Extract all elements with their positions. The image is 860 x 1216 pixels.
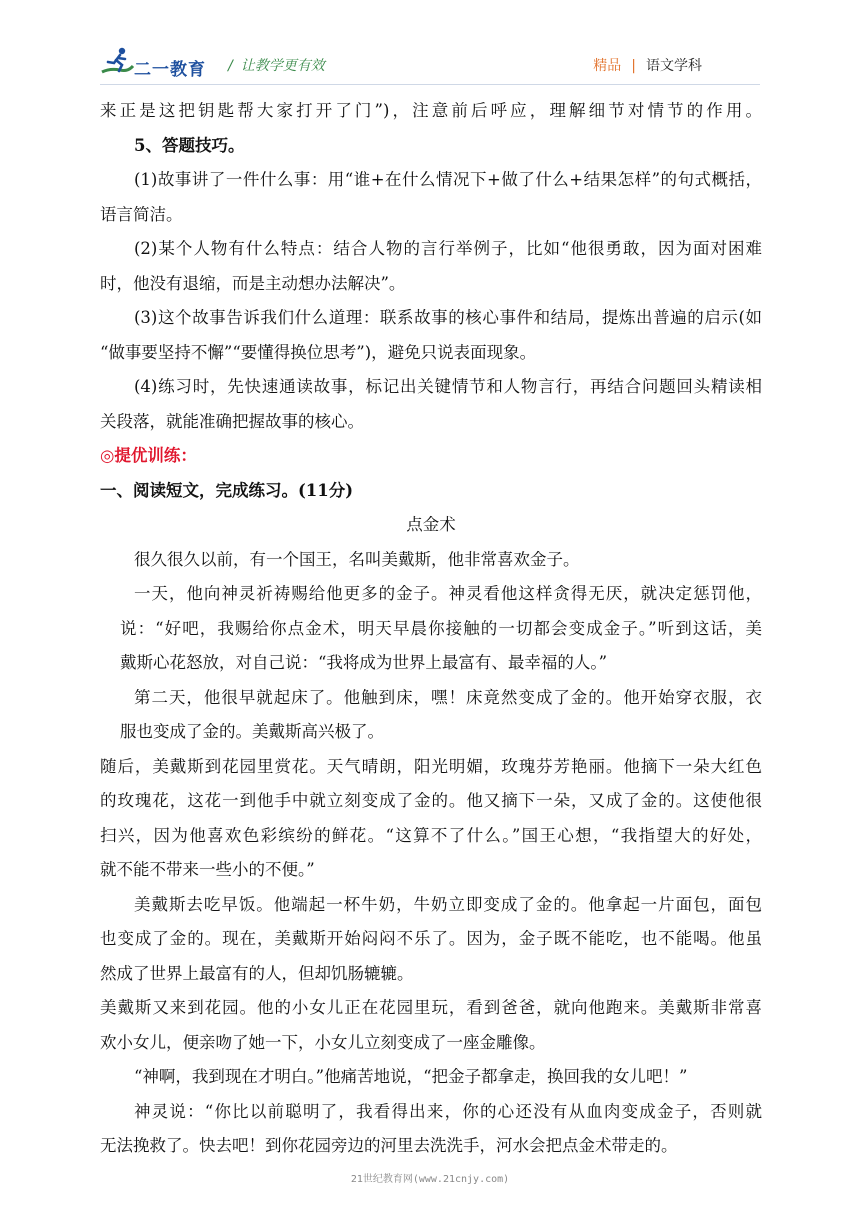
text-line: (2)某个人物有什么特点：结合人物的言行举例子，比如“他很勇敢，因为面对困难 [134,239,762,258]
text-line: 也变成了金的。现在，美戴斯开始闷闷不乐了。因为，金子既不能吃，也不能喝。他虽 [100,929,762,948]
text-line: 一天，他向神灵祈祷赐给他更多的金子。神灵看他这样贪得无厌，就决定惩罚他， [134,584,762,603]
story-title: 点金术 [406,515,456,534]
section-heading: 5、答题技巧。 [134,135,245,155]
text-line: 欢小女儿，便亲吻了她一下，小女儿立刻变成了一座金雕像。 [100,1032,546,1052]
text-line: 就不能不带来一些小的不便。” [100,860,315,879]
text-line: 随后，美戴斯到花园里赏花。天气晴朗，阳光明媚，玫瑰芬芳艳丽。他摘下一朵大红色 [100,756,762,776]
document-body [100,94,762,1164]
text-line: (1)故事讲了一件什么事：用“谁+在什么情况下+做了什么+结果怎样”的句式概括， [134,170,762,189]
page-footer: 21世纪教育网(www.21cnjy.com) [350,1174,510,1185]
text-line: 美戴斯去吃早饭。他端起一杯牛奶，牛奶立即变成了金的。他拿起一片面包，面包 [134,894,762,914]
question-heading: 一、阅读短文，完成练习。(11分) [100,480,354,500]
header-divider [100,84,760,85]
text-line: 说：“好吧，我赐给你点金术，明天早晨你接触的一切都会变成金子。”听到这话，美 [120,618,762,638]
text-line: 来正是这把钥匙帮大家打开了门”)，注意前后呼应，理解细节对情节的作用。 [100,101,762,120]
text-line: 无法挽救了。快去吧！到你花园旁边的河里去洗洗手，河水会把点金术带走的。 [100,1136,678,1155]
text-line: 时，他没有退缩，而是主动想办法解决”。 [100,273,406,293]
text-line: (3)这个故事告诉我们什么道理：联系故事的核心事件和结局，提炼出普遍的启示(如 [134,308,762,327]
text-line: 语言简洁。 [100,204,183,224]
slogan-text: 让教学更有效 [240,58,325,74]
logo [100,46,210,78]
header-right: 精品 | 语文学科 [593,58,702,74]
text-line: “神啊，我到现在才明白。”他痛苦地说，“把金子都拿走，换回我的女儿吧！” [134,1067,688,1086]
logo-text: 二一教育 [134,60,206,80]
text-line: 戴斯心花怒放，对自己说：“我将成为世界上最富有、最幸福的人。” [120,653,608,672]
text-line: 关段落，就能准确把握故事的核心。 [100,411,364,431]
text-line: (4)练习时，先快速通读故事，标记出关键情节和人物言行，再结合问题回头精读相 [134,377,762,396]
training-heading: ◎提优训练： [100,446,197,465]
text-line: “做事要坚持不懈”“要懂得换位思考”)，避免只说表面现象。 [100,342,537,362]
text-line: 服也变成了金的。美戴斯高兴极了。 [120,722,384,741]
text-line: 第二天，他很早就起床了。他触到床，嘿！床竟然变成了金的。他开始穿衣服，衣 [134,687,762,707]
slogan: / 让教学更有效 [228,58,325,74]
text-line: 然成了世界上最富有的人，但却饥肠辘辘。 [100,963,414,983]
text-line: 的玫瑰花，这花一到他手中就立刻变成了金的。他又摘下一朵，又成了金的。这使他很 [100,791,762,810]
page-header [100,40,760,84]
quality-label: 精品 [593,58,622,74]
text-line: 美戴斯又来到花园。他的小女儿正在花园里玩，看到爸爸，就向他跑来。美戴斯非常喜 [100,998,762,1017]
text-line: 神灵说：“你比以前聪明了，我看得出来，你的心还没有从血肉变成金子，否则就 [134,1101,762,1121]
text-line: 很久很久以前，有一个国王，名叫美戴斯，他非常喜欢金子。 [134,549,580,569]
subject-label: 语文学科 [646,58,702,74]
runner-logo-icon [100,46,134,78]
text-line: 扫兴，因为他喜欢色彩缤纷的鲜花。“这算不了什么。”国王心想，“我指望大的好处， [100,825,762,845]
